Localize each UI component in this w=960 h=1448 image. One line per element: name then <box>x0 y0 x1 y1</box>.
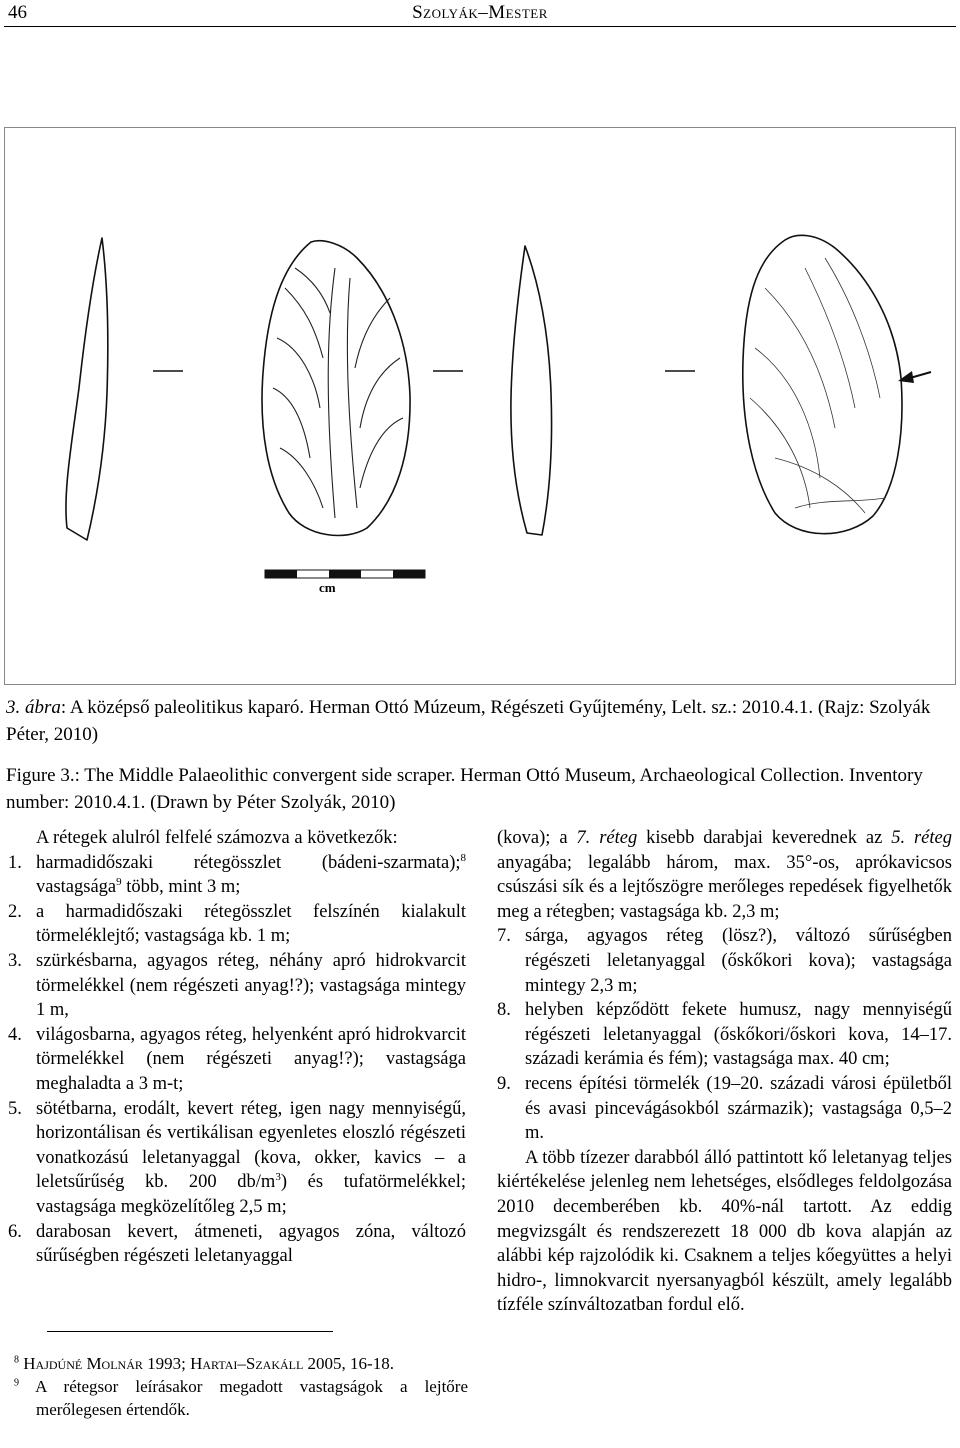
list-item: 3. szürkésbarna, agyagos réteg, néhány apró hidrokvarcit törmelékkel (nem régészeti anyag!?); vastagsága mintegy 1 m, <box>8 950 466 1021</box>
footnote-rule <box>47 1331 333 1332</box>
list-item: 4. világosbarna, agyagos réteg, helyenként apró hidrokvarcit törmelékkel (nem régészeti anyag!?); vastagsága meghaladta a 3 m-t; <box>8 1024 466 1094</box>
list-item: 2. a harmadidőszaki rétegösszlet felszínén kialakult törmeléklejtő; vastagsága kb. 1 m; <box>8 901 466 947</box>
page-header <box>0 0 960 26</box>
header-rule <box>4 26 956 27</box>
list-item: 9. recens építési törmelék (19–20. századi városi épületből és avasi pincevágásokból származik); vastagsága 0,5–2 m. <box>497 1073 952 1144</box>
caption-hungarian <box>6 694 956 748</box>
figure-frame <box>4 127 956 685</box>
profile-right <box>511 246 552 535</box>
scale-label: cm <box>319 580 336 595</box>
running-head: Szolyák–Mester <box>412 2 548 23</box>
artifact-face-right <box>743 235 902 533</box>
list-item: 5. sötétbarna, erodált, kevert réteg, igen nagy mennyiségű, horizontálisan és vertikálisan egyenletes eloszló régészeti vonatkozású leletanyaggal (kova, okker, kavics – a leletsűrűség kb. 200 $db/m^3$) és tufatörmelékkel; vastagsága megközelítőleg 2,5 m; <box>8 1098 466 1217</box>
artifact-face-left <box>262 241 410 536</box>
list-item: 6. darabosan kevert, átmeneti, agyagos zóna, változó sűrűségben régészeti leletanyaggal <box>8 1221 466 1267</box>
footnotes <box>8 1352 468 1421</box>
page-number: 46 <box>8 2 27 23</box>
arrow-icon <box>898 371 931 383</box>
footnote-ref: 9 <box>116 876 122 889</box>
caption-english: Figure 3.: The Middle Palaeolithic convergent side scraper. Herman Ottó Museum, Archaeological Collection. Inventory number: 2010.4.1. (Drawn by Péter Szolyák, 2010) <box>6 765 923 813</box>
list-item: 1. harmadidőszaki rétegösszlet (bádeni-szarmata);$^8$ vastagsága$^9$ több, mint 3 m; <box>8 851 466 898</box>
body-paragraph: A több tízezer darabból álló pattintott kő leletanyag teljes kiértékelése jelenleg nem lehetséges, elsődleges feldolgozása 2010 decemberében kb. 40%-nál tartott. Az eddig megvizsgált és rendszerezett 18 000 db kova alapján az alábbi kép rajzolódik ki. Csaknem a teljes kőegyüttes a helyi hidro-, limnokvarcit nyersanyagból készült, amely legalább tízféle színváltozatban fordul elő. <box>497 1147 952 1316</box>
intro-paragraph: A rétegek alulról felfelé számozva a következők: <box>36 828 398 848</box>
continued-item: (kova); a 7. réteg kisebb darabjai keverednek az 5. réteg anyagába; legalább három, max. 35°-os, aprókavicsos csúszási sík és a lejtőszögre merőleges repedések figyelhetők meg a rétegben; vastagsága kb. 2,3 m; <box>497 828 952 922</box>
artifact-drawing <box>5 128 957 686</box>
scale-bar <box>265 570 425 595</box>
caption-hu-text: : A középső paleolitikus kaparó. Herman Ottó Múzeum, Régészeti Gyűjtemény, Lelt. sz.: 2010.4.1. (Rajz: Szolyák Péter, 2010) <box>6 697 931 745</box>
footnote-9: $^9$ A rétegsor leírásakor megadott vastagságok a lejtőre merőlegesen értendők. <box>14 1377 468 1419</box>
right-column <box>497 826 952 1318</box>
left-column <box>8 826 466 1269</box>
list-item: 7. sárga, agyagos réteg (lösz?), változó sűrűségben régészeti leletanyaggal (őskőkori kova); vastagsága mintegy 2,3 m; <box>497 926 952 996</box>
caption-hu-label: 3. ábra <box>6 697 61 718</box>
footnote-ref: 8 <box>460 851 466 864</box>
footnote-8: $^8$ Hajdúné Molnár 1993; Hartai–Szakáll 2005, 16-18. <box>14 1354 394 1373</box>
profile-left <box>66 238 108 540</box>
list-item: 8. helyben képződött fekete humusz, nagy mennyiségű régészeti leletanyaggal (őskőkori/őskori kova, 14–17. századi kerámia és fém); vastagsága max. 40 cm; <box>497 1000 952 1070</box>
